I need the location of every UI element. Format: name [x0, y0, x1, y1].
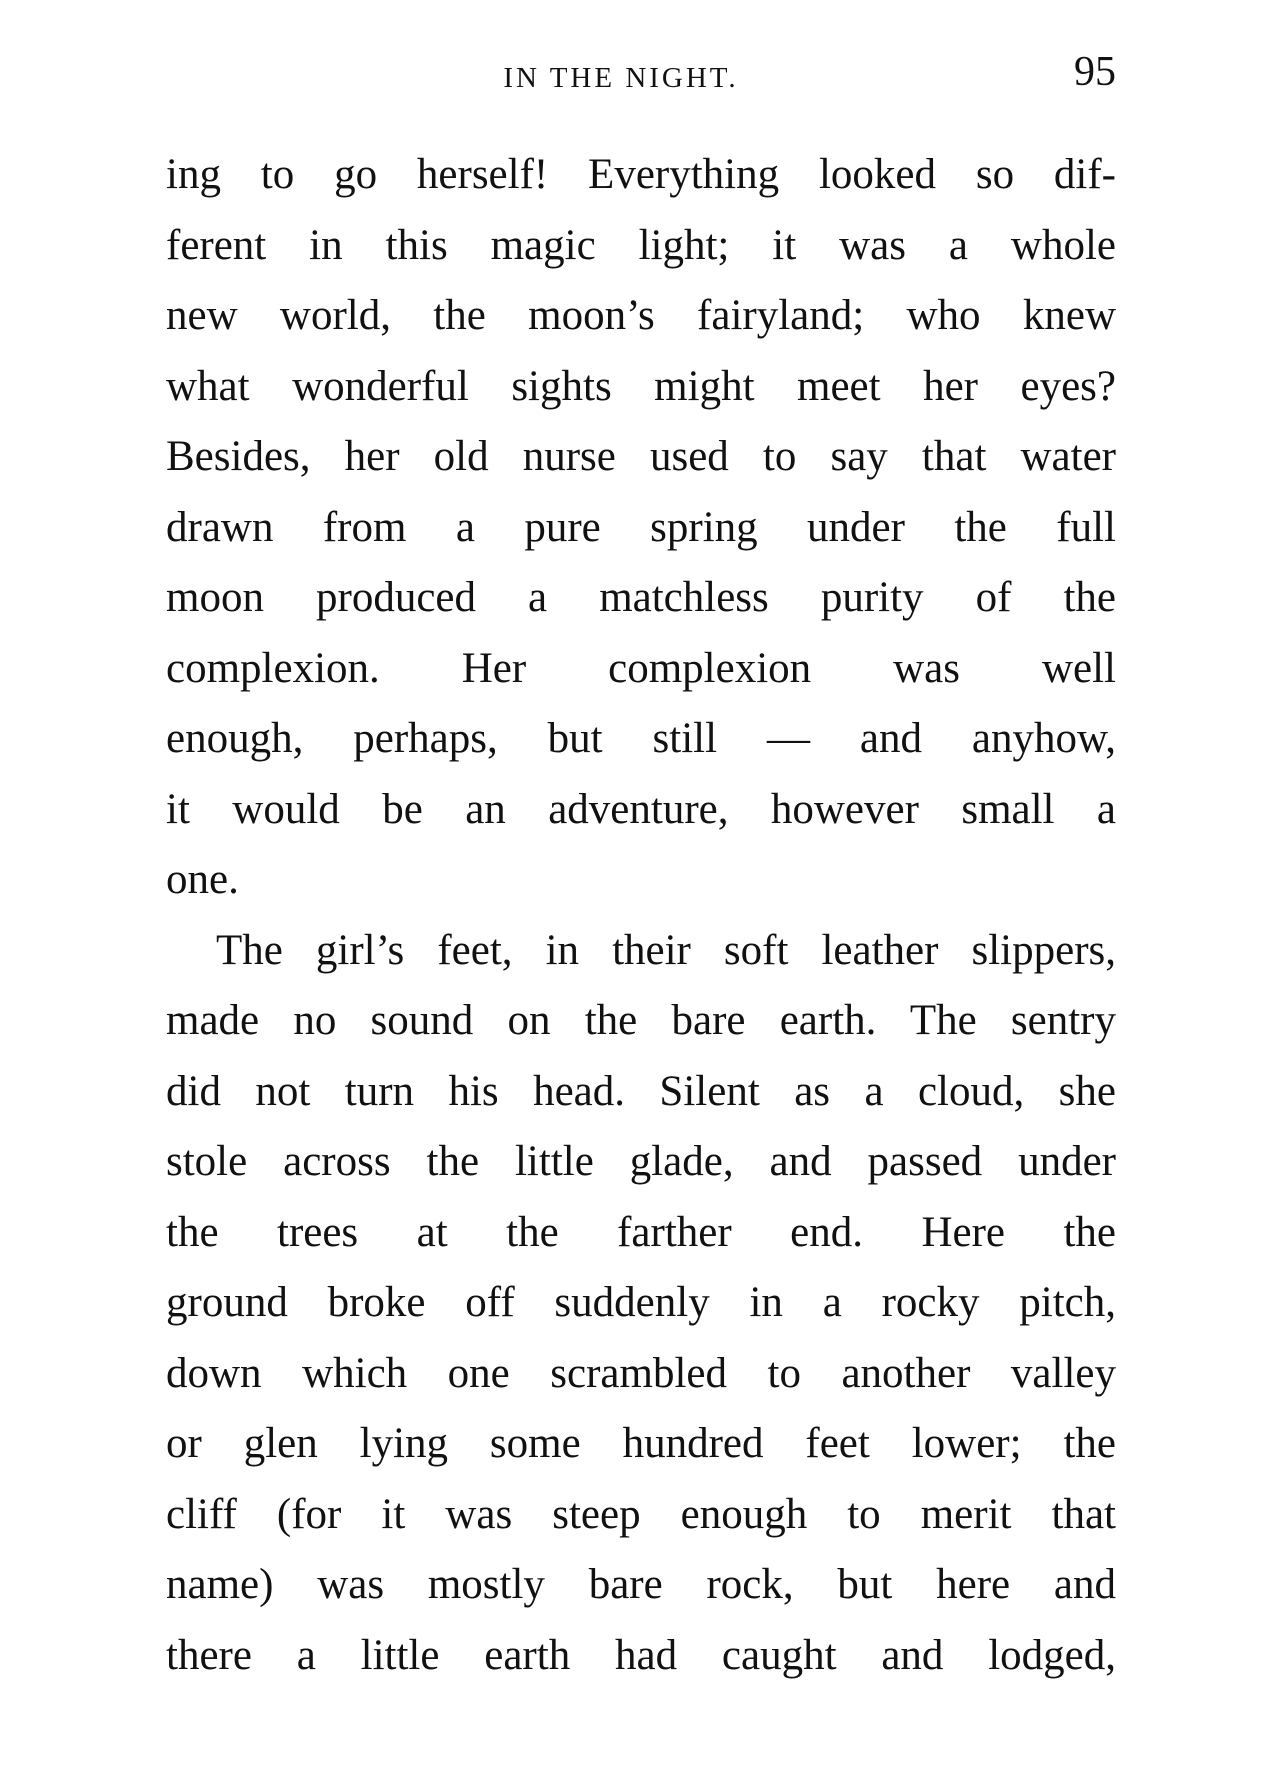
text-line: or glen lying some hundred feet lower; the	[166, 1420, 1116, 1467]
text-line: Besides, her old nurse used to say that water	[166, 433, 1116, 480]
text-line: stole across the little glade, and passed under	[166, 1138, 1116, 1185]
running-title: IN THE NIGHT.	[503, 62, 739, 94]
text-line: one.	[166, 856, 239, 903]
text-line: ground broke off suddenly in a rocky pitch,	[166, 1279, 1116, 1326]
text-line: there a little earth had caught and lodged,	[166, 1631, 1116, 1679]
text-line: drawn from a pure spring under the full	[166, 503, 1116, 551]
page-number: 95	[1074, 49, 1116, 95]
body-text	[166, 140, 1116, 1691]
text-line: enough, perhaps, but still — and anyhow,	[166, 715, 1116, 762]
text-line: name) was mostly bare rock, but here and	[166, 1561, 1116, 1608]
paragraph-1	[166, 140, 1116, 916]
text-line: did not turn his head. Silent as a cloud, she	[166, 1067, 1116, 1115]
text-line: new world, the moon’s fairyland; who knew	[166, 292, 1116, 339]
text-line: what wonderful sights might meet her eyes?	[166, 362, 1116, 410]
text-line: the trees at the farther end. Here the	[166, 1208, 1116, 1256]
text-line: made no sound on the bare earth. The sentry	[166, 997, 1116, 1044]
text-line: moon produced a matchless purity of the	[166, 574, 1116, 621]
text-line: The girl’s feet, in their soft leather slippers,	[216, 926, 1116, 974]
running-head	[166, 48, 1116, 108]
text-line: cliff (for it was steep enough to merit that	[166, 1490, 1116, 1538]
text-line: complexion. Her complexion was well	[166, 644, 1116, 692]
text-line: it would be an adventure, however small a	[166, 785, 1116, 833]
text-line: ing to go herself! Everything looked so dif-	[166, 151, 1116, 198]
text-line: down which one scrambled to another valley	[166, 1349, 1116, 1397]
paragraph-2	[166, 916, 1116, 1692]
text-line: ferent in this magic light; it was a whole	[166, 221, 1116, 269]
